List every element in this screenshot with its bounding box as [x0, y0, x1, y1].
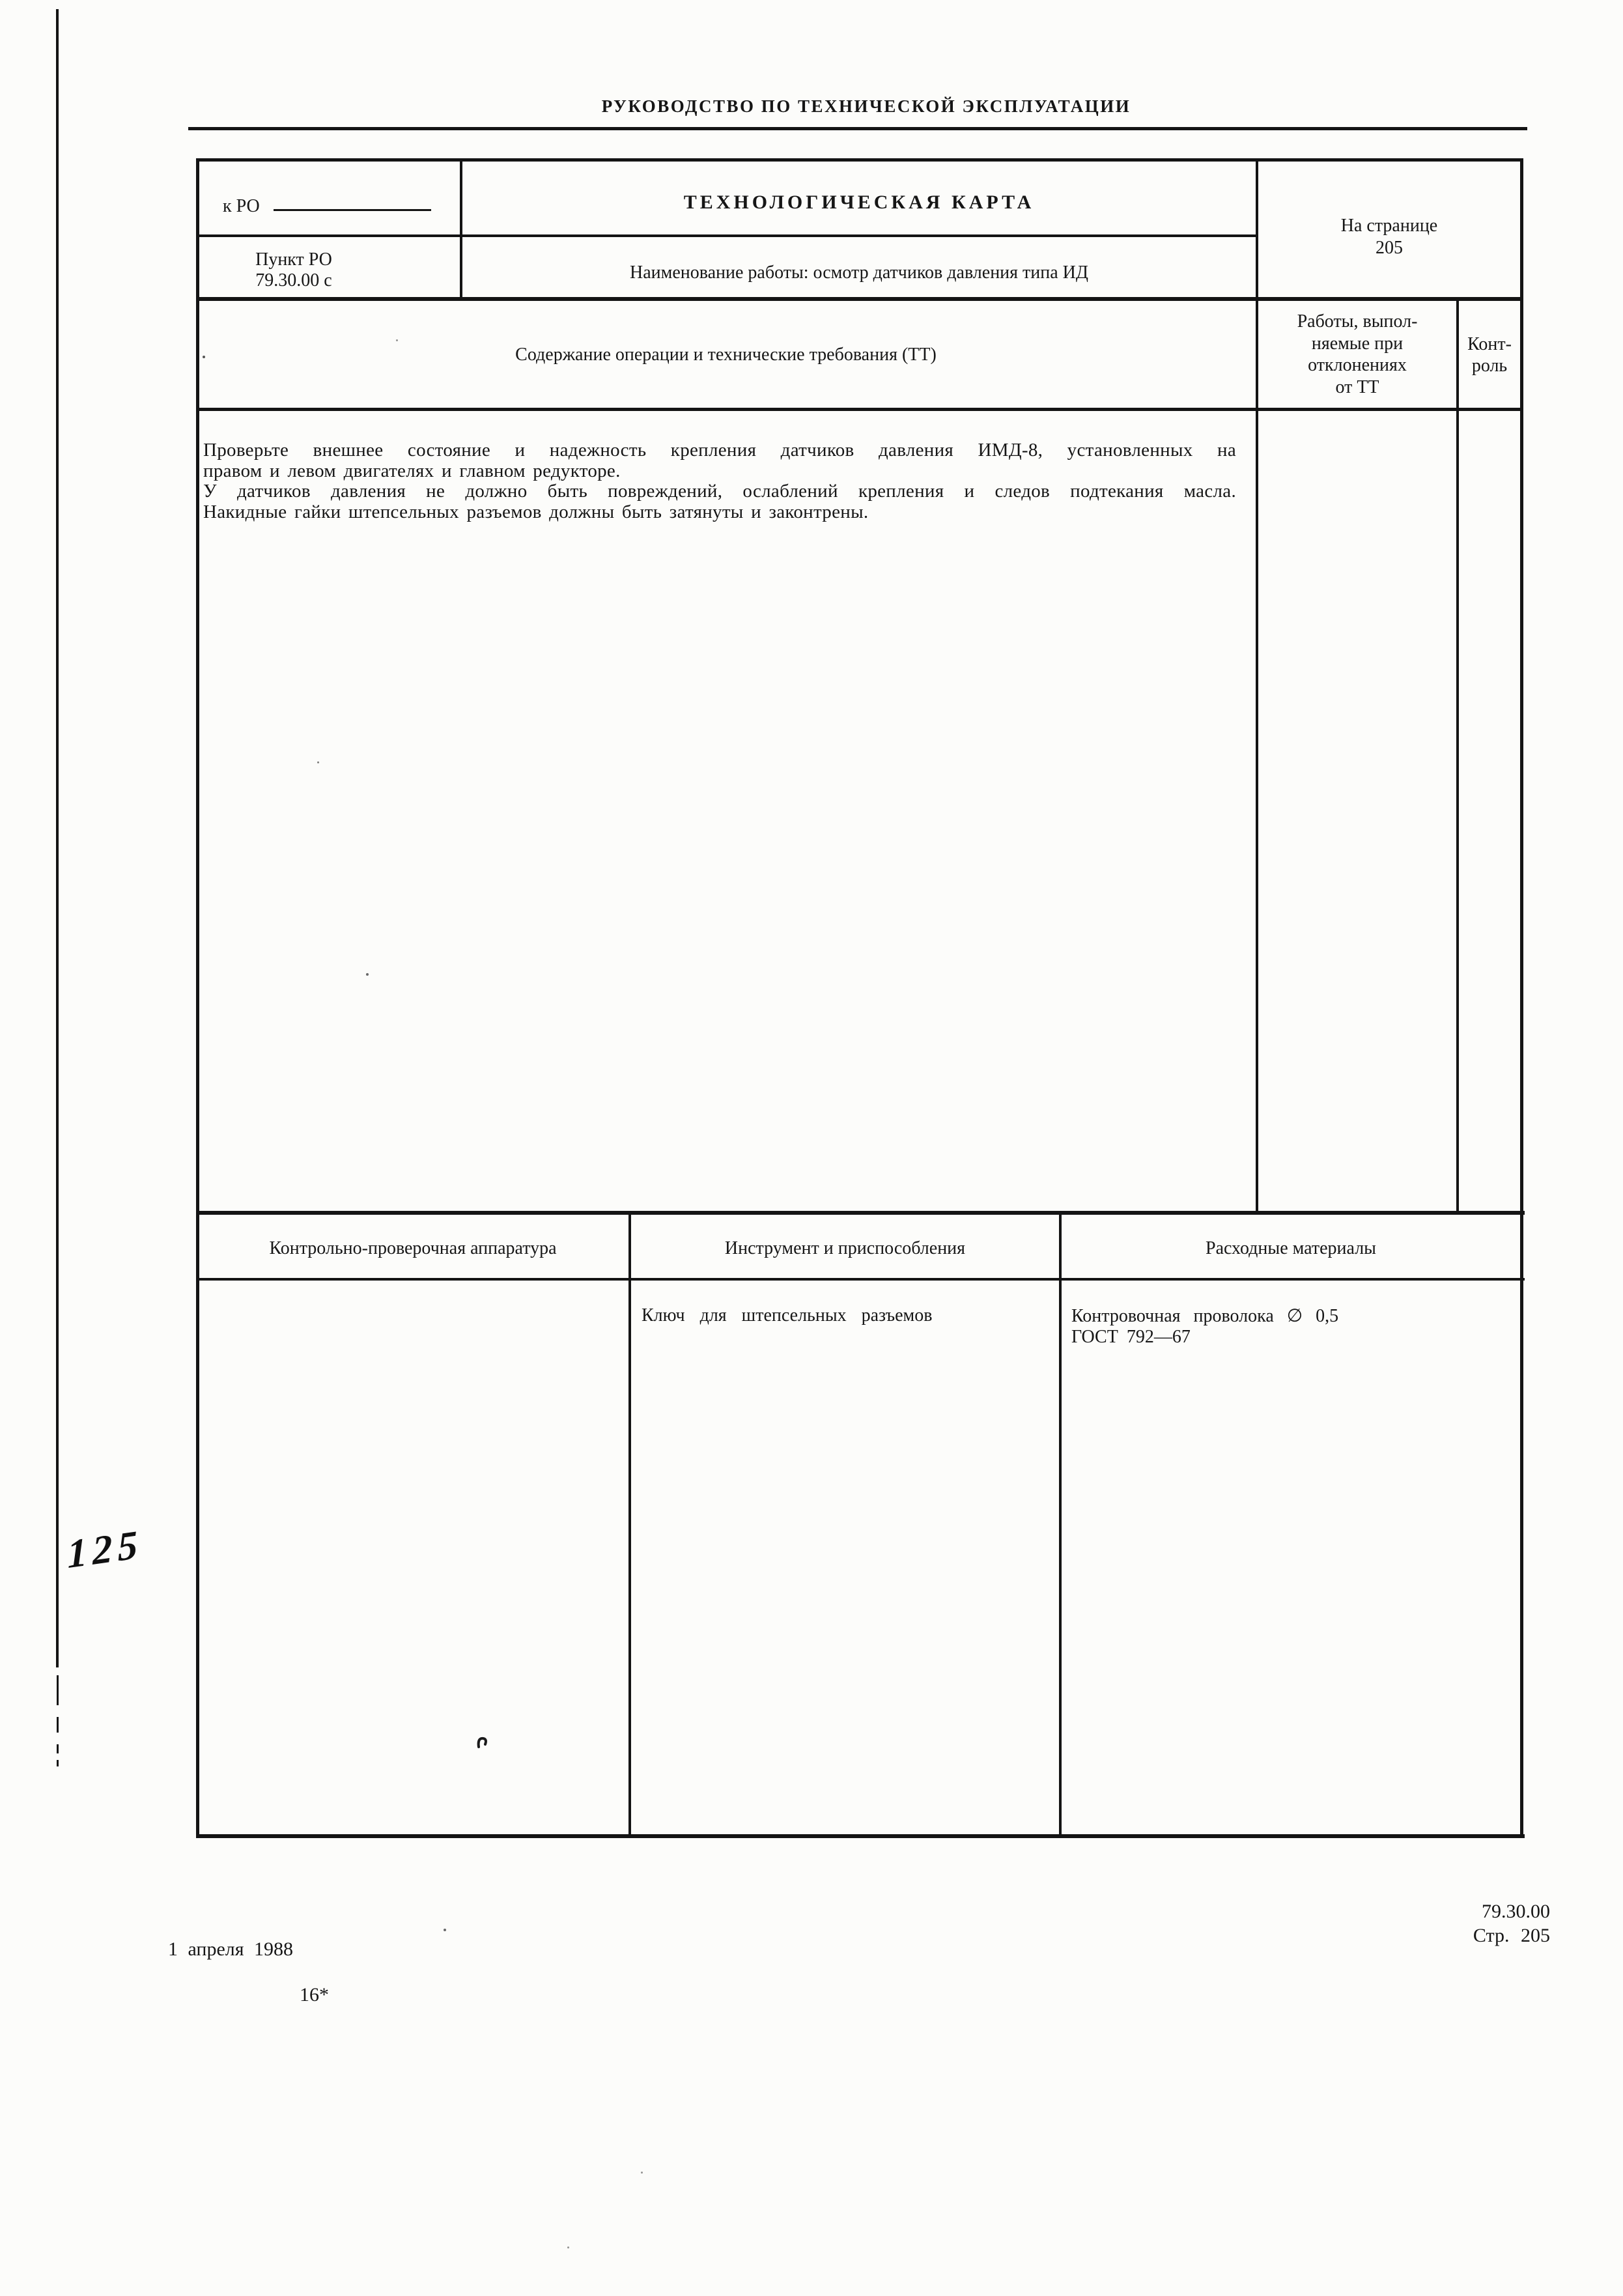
operation-text-line: Накидные гайки штепсельных разъемов должны быть затянуты и законтрены. [203, 501, 869, 522]
table-border-top [196, 158, 1523, 162]
ink-speck [641, 2172, 643, 2174]
margin-line-dash [57, 1760, 59, 1766]
operation-text-line: Проверьте внешнее состояние и надежность крепления датчиков давления ИМД-8, установленных на [203, 440, 1236, 461]
operation-text-line: У датчиков давления не должно быть повреждений, ослаблений крепления и следов подтекания масла. [203, 481, 1236, 502]
page-title: РУКОВОДСТВО ПО ТЕХНИЧЕСКОЙ ЭКСПЛУАТАЦИИ [601, 96, 1131, 116]
work-name: Наименование работы: осмотр датчиков давления типа ИД [629, 262, 1088, 283]
to-ro-label: к РО [223, 196, 260, 216]
header-rule [188, 127, 1527, 130]
deviations-header-line3: отклонениях [1308, 355, 1407, 375]
divider-control-column [1456, 297, 1459, 1213]
equipment-header-col2: Инструмент и приспособления [724, 1238, 966, 1258]
row-divider-header-band [196, 297, 1523, 301]
pen-tick-mark [475, 1734, 491, 1751]
equipment-divider-1 [628, 1213, 631, 1837]
ink-speck [444, 1929, 446, 1931]
equipment-header-col1: Контрольно-проверочная аппаратура [269, 1238, 557, 1258]
materials-line1: Контровочная проволока ∅ 0,5 [1071, 1306, 1339, 1326]
punkt-ro-line2: 79.30.00 с [255, 270, 332, 291]
ink-speck [567, 2246, 569, 2248]
on-page-number: 205 [1376, 238, 1403, 258]
footer-page-number: Стр. 205 [1473, 1925, 1550, 1946]
margin-line-dash [57, 1717, 59, 1733]
content-column-header: Содержание операции и технические требования (ТТ) [515, 345, 937, 365]
tools-text: Ключ для штепсельных разъемов [642, 1305, 933, 1325]
equipment-header-col3: Расходные материалы [1206, 1238, 1376, 1258]
equipment-divider-2 [1059, 1213, 1062, 1837]
control-header-line2: роль [1471, 356, 1508, 376]
equipment-table-header-divider [196, 1278, 1525, 1281]
equipment-table-top [196, 1211, 1525, 1215]
footer-print-mark: 16* [300, 1984, 329, 2005]
operation-text-line: правом и левом двигателях и главном редукторе. [203, 460, 621, 481]
ink-speck [203, 356, 205, 358]
handwritten-page-number: 125 [66, 1522, 144, 1578]
operation-text-block [203, 440, 1236, 522]
ink-speck [396, 339, 398, 341]
row-divider-column-headers [196, 408, 1523, 411]
deviations-header-line2: няемые при [1311, 333, 1404, 354]
margin-line-dash [57, 1675, 59, 1705]
deviations-header-line1: Работы, выпол- [1297, 311, 1418, 332]
row-divider-ro [196, 234, 1257, 237]
footer-doc-number: 79.30.00 [1482, 1901, 1550, 1922]
ink-speck [366, 973, 369, 976]
ink-speck [317, 761, 319, 763]
control-header-line1: Конт- [1467, 334, 1512, 354]
punkt-ro-line1: Пункт РО [255, 249, 332, 270]
to-ro-blank-line [274, 209, 431, 211]
card-title: ТЕХНОЛОГИЧЕСКАЯ КАРТА [683, 191, 1035, 213]
deviations-header-line4: от ТТ [1335, 377, 1379, 397]
footer-date: 1 апреля 1988 [168, 1938, 294, 1960]
margin-line [56, 9, 59, 1667]
on-page-label: На странице [1340, 216, 1438, 236]
margin-line-dash [57, 1744, 59, 1753]
materials-line2: ГОСТ 792—67 [1071, 1327, 1191, 1347]
equipment-table-bottom [196, 1834, 1525, 1838]
